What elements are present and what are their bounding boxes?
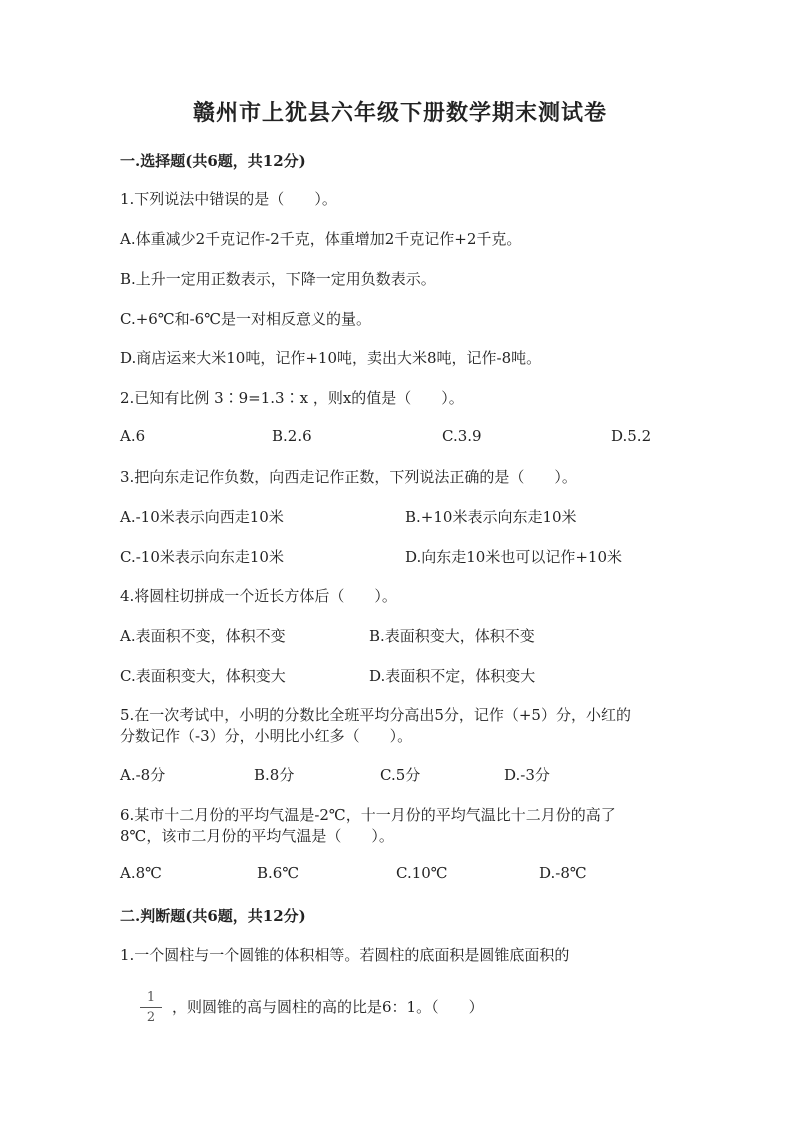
question-6-stem-line-2: 8℃，该市二月份的平均气温是（ ）。 [120,827,394,845]
page-title: 赣州市上犹县六年级下册数学期末测试卷 [192,100,607,126]
question-6-option-d: D.-8℃ [539,864,587,882]
question-3-option-d: D.向东走10米也可以记作+10米 [405,548,623,566]
question-5-option-c: C.5分 [380,766,421,784]
question-2-option-c: C.3.9 [442,427,482,445]
fraction-bar [140,1007,162,1008]
question-5-option-d: D.-3分 [504,766,550,784]
question-5-option-b: B.8分 [254,766,295,784]
question-4-option-d: D.表面积不定，体积变大 [369,667,536,685]
question-4-option-c: C.表面积变大，体积变大 [120,667,286,685]
section-heading-choice: 一.选择题(共6题，共12分) [120,152,306,170]
question-1-stem: 1.下列说法中错误的是（ ）。 [120,190,337,208]
question-2-option-a: A.6 [120,427,146,445]
question-2-option-d: D.5.2 [611,427,652,445]
question-4-option-b: B.表面积变大，体积不变 [369,627,535,645]
question-1-option-c: C.+6℃和-6℃是一对相反意义的量。 [120,310,371,328]
section-heading-judgement: 二.判断题(共6题，共12分) [120,907,306,925]
fraction-one-half [140,990,162,1025]
question-4-stem: 4.将圆柱切拼成一个近长方体后（ ）。 [120,587,397,605]
judgement-1-continuation: ，则圆锥的高与圆柱的高的比是6：1。（ ） [172,998,484,1016]
question-2-stem: 2.已知有比例 3∶9=1.3∶x ，则x的值是（ ）。 [120,389,464,407]
question-3-option-b: B.+10米表示向东走10米 [405,508,577,526]
fraction-denominator: 2 [146,1010,156,1025]
question-5-stem-line-2: 分数记作（-3）分，小明比小红多（ ）。 [120,727,413,745]
question-5-stem-line-1: 5.在一次考试中，小明的分数比全班平均分高出5分，记作（+5）分，小红的 [120,706,631,724]
question-3-option-a: A.-10米表示向西走10米 [120,508,284,526]
question-3-stem: 3.把向东走记作负数，向西走记作正数，下列说法正确的是（ ）。 [120,468,577,486]
question-1-option-b: B.上升一定用正数表示，下降一定用负数表示。 [120,270,436,288]
judgement-1-stem: 1.一个圆柱与一个圆锥的体积相等。若圆柱的底面积是圆锥底面积的 [120,946,570,964]
question-6-option-b: B.6℃ [257,864,300,882]
question-5-option-a: A.-8分 [120,766,166,784]
question-6-stem-line-1: 6.某市十二月份的平均气温是-2℃，十一月份的平均气温比十二月份的高了 [120,806,616,824]
question-1-option-d: D.商店运来大米10吨，记作+10吨，卖出大米8吨，记作-8吨。 [120,349,542,367]
question-6-option-c: C.10℃ [396,864,448,882]
question-4-option-a: A.表面积不变，体积不变 [120,627,286,645]
question-1-option-a: A.体重减少2千克记作-2千克，体重增加2千克记作+2千克。 [120,230,522,248]
question-6-option-a: A.8℃ [120,864,162,882]
question-3-option-c: C.-10米表示向东走10米 [120,548,284,566]
question-2-option-b: B.2.6 [272,427,312,445]
fraction-numerator: 1 [146,990,156,1005]
